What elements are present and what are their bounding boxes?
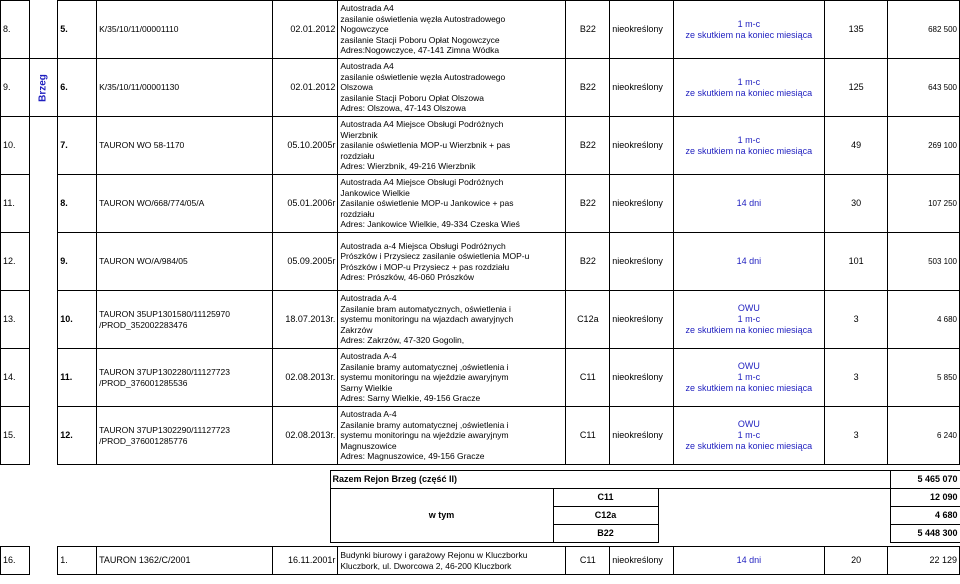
location-line: zasilanie Stacji Poboru Opłat Nogowczyce [340,34,500,45]
location-line: Adres: Olszowa, 47-143 Olszowa [340,103,467,114]
row-contract: TAURON WO 58-1170 [97,117,273,175]
location-line: Budynki biurowy i garażowy Rejonu w Kluczborku [340,550,528,560]
location-line: Autostrada a-4 Miejsca Obsługi Podróżnych [340,240,506,251]
row-date: 02.08.2013r. [272,349,337,407]
row-location [338,1,566,59]
location-line: Autostrada A-4 [340,351,397,362]
location-line: zasilanie oświetlenia węzła Autostradowego [340,13,506,24]
row-contract: K/35/10/11/00001130 [97,59,273,117]
row-amount: 5 850 [888,349,960,407]
row-term: nieokreślony [610,407,673,465]
row-amount: 107 250 [888,175,960,233]
row-count: 30 [824,175,887,233]
row-location [338,291,566,349]
row-tariff: B22 [566,233,610,291]
row-count: 125 [824,59,887,117]
row-lp: 8. [1,1,30,59]
row-number: 6. [58,59,97,117]
location-line: systemu monitoringu na wjeździe awaryjnym [340,372,509,383]
row-lp: 16. [1,547,30,575]
notice-line: OWU [737,361,760,371]
location-line: systemu monitoringu na wjeździe awaryjnym [340,430,509,441]
row-notice [673,59,824,117]
row-location [338,547,566,575]
location-line: Autostrada A4 Miejsce Obsługi Podróżnych [340,177,504,188]
row-notice: 14 dni [673,547,824,575]
row-tariff: C12a [566,291,610,349]
row-number: 7. [58,117,97,175]
row-contract: TAURON WO/A/984/05 [97,233,273,291]
notice-line: ze skutkiem na koniec miesiąca [685,325,813,335]
region-label [29,59,58,117]
row-term: nieokreślony [610,117,673,175]
row-term: nieokreślony [610,547,673,575]
row-tariff: C11 [566,349,610,407]
row-term: nieokreślony [610,233,673,291]
location-line: Kluczbork, ul. Dworcowa 2, 46-200 Kluczbork [340,560,512,571]
table-row [1,349,960,407]
row-number: 1. [58,547,97,575]
notice-line: 14 dni [736,256,762,266]
summary-table [0,456,960,543]
location-line: Magnuszowice [340,440,397,451]
row-date: 05.01.2006r [272,175,337,233]
row-date: 02.01.2012 [272,59,337,117]
table-row [1,117,960,175]
row-contract: K/35/10/11/00001110 [97,1,273,59]
row-number: 9. [58,233,97,291]
row-location [338,349,566,407]
contracts-body [1,1,960,465]
row-count: 135 [824,1,887,59]
row-lp: 14. [1,349,30,407]
location-line: Adres: Prószków, 46-060 Prószków [340,272,475,282]
breakdown-tariff: C12a [553,507,658,525]
row-amount: 6 240 [888,407,960,465]
notice-line: OWU [737,419,760,429]
row-lp: 11. [1,175,30,233]
row-amount: 682 500 [888,1,960,59]
notice-line: OWU [737,303,760,313]
row-count: 3 [824,291,887,349]
notice-line: 1 m-c [737,372,761,382]
empty-cell [29,233,58,291]
row-contract: TAURON 35UP1301580/11125970 /PROD_352002283476 [97,291,273,349]
location-line: Zakrzów [340,324,373,335]
table-row [1,547,960,575]
row-notice [673,175,824,233]
row-amount: 643 500 [888,59,960,117]
notice-line: ze skutkiem na koniec miesiąca [685,383,813,393]
row-date: 05.10.2005r [272,117,337,175]
empty-cell [29,349,58,407]
location-line: rozdziału [340,208,375,219]
location-line: Adres:Nogowczyce, 47-141 Zimna Wódka [340,45,500,56]
row-term: nieokreślony [610,349,673,407]
row-lp: 10. [1,117,30,175]
row-tariff: B22 [566,1,610,59]
row-count: 20 [824,547,887,575]
location-line: Zasilanie bramy automatycznej ,oświetlenia i [340,361,509,372]
row-notice [673,349,824,407]
row-notice [673,291,824,349]
location-line: Adres: Zakrzów, 47-320 Gogolin, [340,335,465,346]
location-line: Wierzbnik [340,129,378,140]
table-row [1,291,960,349]
notice-line: ze skutkiem na koniec miesiąca [685,87,813,98]
row-number: 11. [58,349,97,407]
row-count: 3 [824,407,887,465]
location-line: Adres: Jankowice Wielkie, 49-334 Czeska Wieś [340,219,520,230]
table-row [1,233,960,291]
row-amount: 503 100 [888,233,960,291]
row-lp: 13. [1,291,30,349]
location-line: Prószków i Przysiecz zasilanie oświetlenia MOP-u [340,251,530,261]
row-lp: 15. [1,407,30,465]
location-line: Adres: Magnuszowice, 49-156 Gracze [340,451,485,462]
empty-cell [29,117,58,175]
location-line: Adres: Wierzbnik, 49-216 Wierzbnik [340,161,476,172]
row-notice [673,1,824,59]
location-line: Sarny Wielkie [340,382,393,393]
row-location [338,233,566,291]
row-location [338,117,566,175]
row-number: 5. [58,1,97,59]
location-line: rozdziału [340,150,375,161]
table-row [1,59,960,117]
row-date: 05.09.2005r [272,233,337,291]
row-lp: 9. [1,59,30,117]
breakdown-amount: 4 680 [890,507,960,525]
row-tariff: B22 [566,59,610,117]
row-tariff: C11 [566,547,610,575]
notice-line: 1 m-c [737,18,761,29]
row-amount: 269 100 [888,117,960,175]
kluczbork-table [0,546,960,575]
location-line: Zasilanie bram automatycznych, oświetlenia i [340,303,511,314]
location-line: Autostrada A4 [340,3,394,14]
breakdown-amount: 12 090 [890,489,960,507]
region-total-label: Razem Rejon Brzeg (część II) [330,471,890,489]
row-date: 16.11.2001r [272,547,337,575]
row-count: 3 [824,349,887,407]
location-line: zasilanie Stacji Poboru Opłat Olszowa [340,92,484,103]
breakdown-amount: 5 448 300 [890,525,960,543]
empty-cell [29,175,58,233]
row-date: 02.01.2012 [272,1,337,59]
location-line: zasilanie oświetlenia MOP-u Wierzbnik + pas [340,140,511,151]
row-contract: TAURON 37UP1302290/11127723 /PROD_376001285776 [97,407,273,465]
row-tariff: B22 [566,175,610,233]
row-tariff: C11 [566,407,610,465]
location-line: Zasilanie bramy automatycznej ,oświetlenia i [340,419,509,430]
location-line: Prószków i MOP-u Przysiecz + pas rozdziału [340,261,510,272]
location-line: Autostrada A-4 [340,293,397,304]
location-line: Adres: Sarny Wielkie, 49-156 Gracze [340,393,481,404]
breakdown-tariff: B22 [553,525,658,543]
row-number: 8. [58,175,97,233]
row-contract: TAURON 37UP1302280/11127723 /PROD_376001285536 [97,349,273,407]
location-line: Autostrada A4 Miejsce Obsługi Podróżnych [340,119,504,130]
table-row [1,175,960,233]
row-notice [673,233,824,291]
empty-cell [29,291,58,349]
notice-line: 1 m-c [737,76,761,87]
notice-line: 1 m-c [737,134,761,145]
notice-line: 14 dni [736,198,762,208]
location-line: Nogowczyce [340,24,389,35]
location-line: Autostrada A4 [340,61,394,72]
row-amount: 22 129 [888,547,960,575]
row-term: nieokreślony [610,291,673,349]
row-term: nieokreślony [610,1,673,59]
row-tariff: B22 [566,117,610,175]
empty-cell [29,1,58,59]
notice-line: 1 m-c [737,314,761,324]
row-notice [673,117,824,175]
table-row [1,1,960,59]
row-term: nieokreślony [610,59,673,117]
row-term: nieokreślony [610,175,673,233]
location-line: zasilanie oświetlenie węzła Autostradowego [340,71,506,82]
region-total-amount: 5 465 070 [890,471,960,489]
row-count: 101 [824,233,887,291]
breakdown-tariff: C11 [553,489,658,507]
location-line: Olszowa [340,82,373,93]
row-number: 10. [58,291,97,349]
notice-line: 1 m-c [737,430,761,440]
notice-line: ze skutkiem na koniec miesiąca [685,29,813,40]
row-date: 02.08.2013r. [272,407,337,465]
row-date: 18.07.2013r. [272,291,337,349]
row-count: 49 [824,117,887,175]
row-lp: 12. [1,233,30,291]
location-line: systemu monitoringu na wjazdach awaryjnych [340,314,514,325]
location-line: Autostrada A-4 [340,409,397,420]
row-number: 12. [58,407,97,465]
row-amount: 4 680 [888,291,960,349]
location-line: Zasilanie oświetlenie MOP-u Jankowice + pas [340,198,514,209]
row-location [338,59,566,117]
row-contract: TAURON WO/668/774/05/A [97,175,273,233]
location-line: Jankowice Wielkie [340,187,410,198]
notice-line: ze skutkiem na koniec miesiąca [685,441,813,451]
region-label-text: Brzeg [37,73,49,102]
row-contract: TAURON 1362/C/2001 [97,547,273,575]
notice-line: ze skutkiem na koniec miesiąca [685,145,813,156]
row-location [338,175,566,233]
including-label: w tym [330,489,553,543]
